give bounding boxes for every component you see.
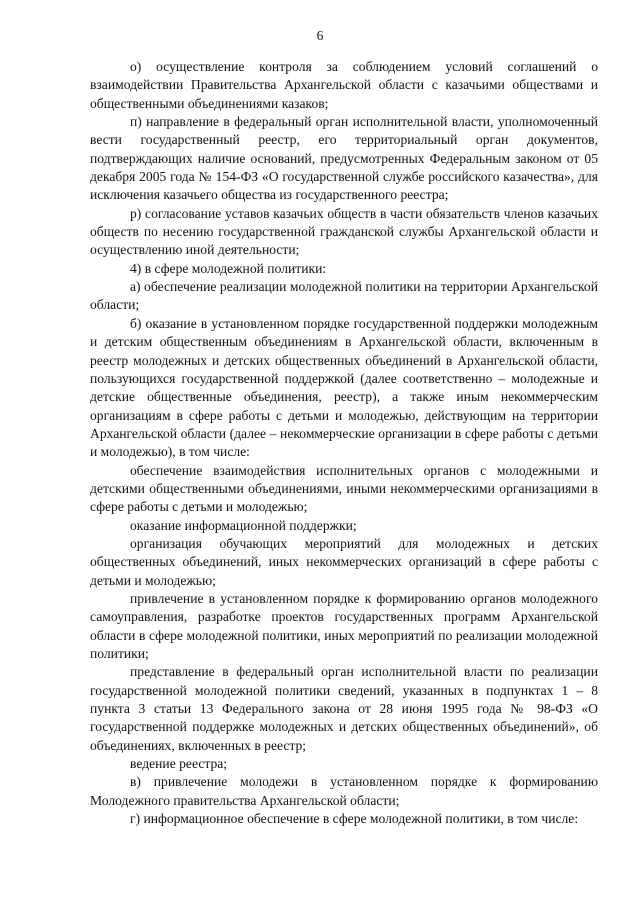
- paragraph-section-4-youth-policy: 4) в сфере молодежной политики:: [130, 260, 327, 276]
- paragraph-item-v: в) привлечение молодежи в установленном порядке к формированию Молодежного правительства Архангельской области;: [90, 774, 598, 808]
- paragraph-subitem-involvement: привлечение в установленном порядке к формированию органов молодежного самоуправления, разработке проектов государственных программ Архангельской области в сфере молодежной политики, иных мероприятий по реализации молодежной политики;: [90, 590, 598, 661]
- paragraph-subitem-interaction: обеспечение взаимодействия исполнительных органов с молодежными и детскими общественными объединениями, иными некоммерческими организациями в сфере работы с детьми и молодежью;: [90, 462, 598, 515]
- paragraph-subitem-registry: ведение реестра;: [130, 756, 228, 772]
- paragraph-item-o: о) осуществление контроля за соблюдением условий соглашений о взаимодействии Правительства Архангельской области с казачьими обществами и общественными объединениями казаков;: [90, 59, 598, 111]
- paragraph-subitem-submission: представление в федеральный орган исполнительной власти по реализации государственной молодежной политики сведений, указанных в подпунктах 1 – 8 пункта 3 статьи 13 Федерального закона от 28 июня 1995 года № 98-ФЗ «О государственной поддержке молодежных и детских общественных объединений», об объединениях, включенных в реестр;: [90, 664, 598, 753]
- paragraph-item-g: г) информационное обеспечение в сфере молодежной политики, в том числе:: [130, 811, 579, 827]
- document-body: [90, 58, 598, 828]
- page-number: 6: [316, 28, 324, 43]
- paragraph-item-b: б) оказание в установленном порядке государственной поддержки молодежным и детским общественным объединениям в Архангельской области, включенным в реестр молодежных и детских общественных объединений в Архангельской области, пользующихся государственной поддержкой (далее соответственно – молодежные и детские общественные объединения, реестр), а также иным некоммерческим организациям в сфере работы с детьми и молодежью, действующим на территории Архангельской области (далее – некоммерческие организации в сфере работы с детьми и молодежью), в том числе:: [90, 315, 598, 460]
- paragraph-subitem-info-support: оказание информационной поддержки;: [130, 517, 357, 533]
- paragraph-item-p: п) направление в федеральный орган исполнительной власти, уполномоченный вести государственный реестр, его территориальный орган документов, подтверждающих наличие оснований, предусмотренных Федеральным законом от 05 декабря 2005 года № 154-ФЗ «О государственной службе российского казачества», для исключения казачьего общества из государственного реестра;: [90, 114, 598, 203]
- paragraph-item-a: а) обеспечение реализации молодежной политики на территории Архангельской области;: [90, 279, 598, 313]
- paragraph-subitem-training: организация обучающих мероприятий для молодежных и детских общественных объединений, иных некоммерческих организаций в сфере работы с детьми и молодежью;: [90, 535, 598, 588]
- paragraph-item-r: р) согласование уставов казачьих обществ в части обязательств членов казачьих обществ по несению государственной гражданской службы Архангельской области и осуществлению иной деятельности;: [90, 205, 598, 258]
